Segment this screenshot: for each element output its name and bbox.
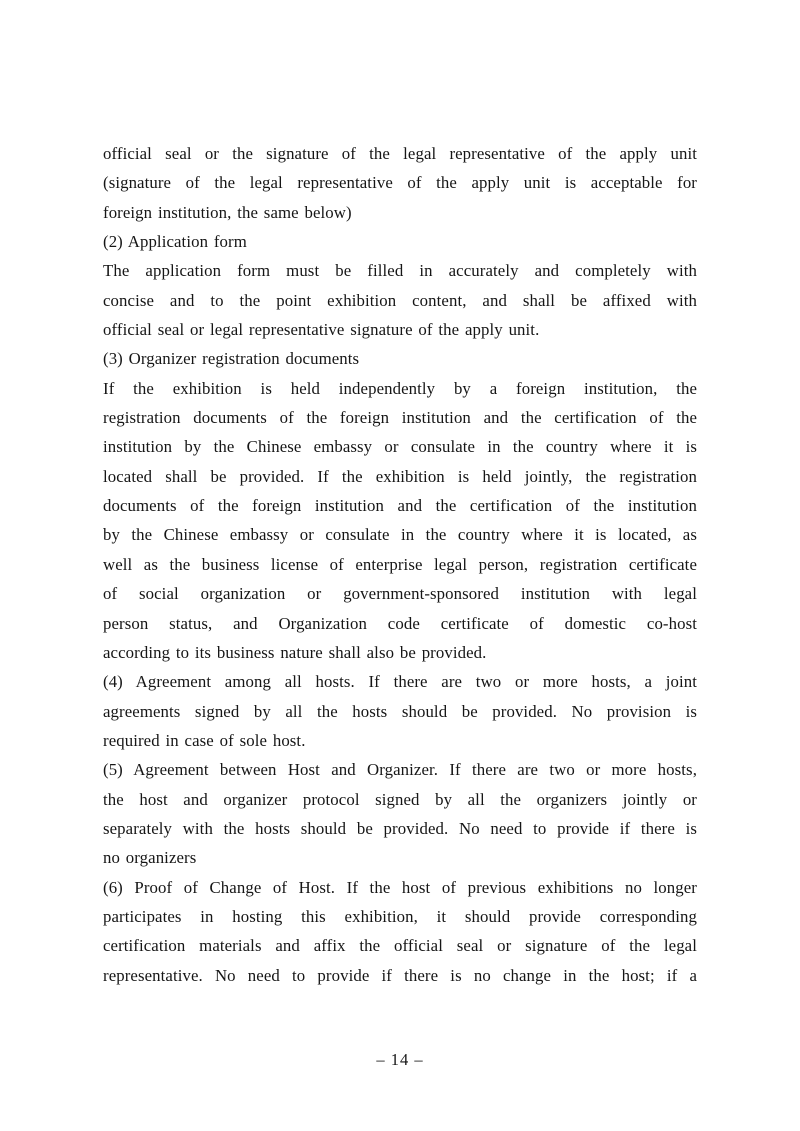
text-line: official seal or legal representative signature of the apply unit. xyxy=(103,320,540,340)
text-line: of social organization or government-sponsored institution with legal xyxy=(103,584,697,604)
text-line: well as the business license of enterprise legal person, registration certificate xyxy=(103,554,697,574)
text-line: foreign institution, the same below) xyxy=(103,202,352,222)
text-line: agreements signed by all the hosts should be provided. No provision is xyxy=(103,701,697,721)
page-number: – 14 – xyxy=(376,1050,424,1069)
text-line: concise and to the point exhibition content, and shall be affixed with xyxy=(103,290,697,310)
text-line: according to its business nature shall also be provided. xyxy=(103,642,487,662)
text-line: required in case of sole host. xyxy=(103,730,306,750)
text-line: no organizers xyxy=(103,848,197,868)
text-line: (3) Organizer registration documents xyxy=(103,349,360,369)
text-line: If the exhibition is held independently by a foreign institution, the xyxy=(103,378,697,398)
text-line: the host and organizer protocol signed by all the organizers jointly or xyxy=(103,789,697,809)
text-line: person status, and Organization code certificate of domestic co-host xyxy=(103,613,697,633)
text-line: (2) Application form xyxy=(103,232,247,252)
text-line: representative. No need to provide if there is no change in the host; if a xyxy=(103,965,697,985)
text-line: certification materials and affix the official seal or signature of the legal xyxy=(103,936,697,956)
text-line: by the Chinese embassy or consulate in the country where it is located, as xyxy=(103,525,697,545)
text-line: separately with the hosts should be provided. No need to provide if there is xyxy=(103,818,697,838)
text-line: participates in hosting this exhibition, it should provide corresponding xyxy=(103,906,697,926)
text-line: institution by the Chinese embassy or consulate in the country where it is xyxy=(103,437,697,457)
text-line: (5) Agreement between Host and Organizer. If there are two or more hosts, xyxy=(103,760,697,780)
text-line: official seal or the signature of the legal representative of the apply unit xyxy=(103,144,697,163)
text-line: (signature of the legal representative of the apply unit is acceptable for xyxy=(103,173,697,193)
text-line: located shall be provided. If the exhibition is held jointly, the registration xyxy=(103,466,697,486)
text-line: (4) Agreement among all hosts. If there are two or more hosts, a joint xyxy=(103,672,697,692)
text-line: (6) Proof of Change of Host. If the host of previous exhibitions no longer xyxy=(103,877,697,897)
text-line: The application form must be filled in accurately and completely with xyxy=(103,261,697,281)
page-body-text xyxy=(103,139,697,990)
text-line: registration documents of the foreign institution and the certification of the xyxy=(103,408,697,428)
text-line: documents of the foreign institution and the certification of the institution xyxy=(103,496,697,516)
